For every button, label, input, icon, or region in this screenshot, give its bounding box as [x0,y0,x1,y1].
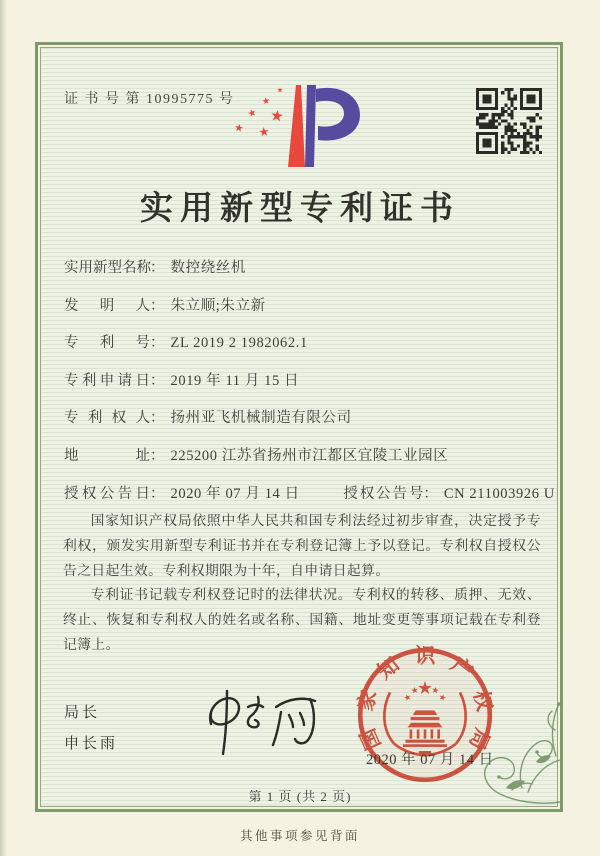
certificate-title: 实用新型专利证书 [140,191,460,227]
field-colon: ： [150,410,165,427]
field-row-filing-date [64,369,534,407]
seal-char: 知 [374,653,404,684]
seal-char: 权 [468,688,496,714]
qr-code [476,88,542,154]
seal-char: 识 [414,645,436,668]
field-value: 朱立顺;朱立新 [170,297,266,314]
seal-char: 家 [354,688,382,714]
field-colon: ： [150,485,165,502]
field-value: ZL 2019 2 1982062.1 [170,335,308,352]
field-label: 专利权人 [64,410,150,427]
legal-paragraph-1: 国家知识产权局依照中华人民共和国专利法经过初步审查，决定授予专利权，颁发实用新型专利证书并在专利登记簿上予以登记。专利权自授权公告之日起生效。专利权期限为十年，自申请日起算。 [63,513,541,578]
seal-char: 局 [464,725,493,753]
certificate-number: 证 书 号 第 10995775 号 [64,92,235,107]
field-colon: ： [150,260,165,276]
field-colon: ： [150,372,165,389]
field-value: 数控绕丝机 [170,260,246,276]
field-row-patent-no [64,331,534,369]
cnipa-logo-icon [230,80,370,176]
field-row-inventor [64,294,534,332]
field-row-address [64,444,534,482]
grant-date-pair [64,486,300,502]
field-label: 授权公告日 [64,485,150,502]
page-number: 第 1 页 (共 2 页) [248,789,352,804]
field-row-name [64,256,534,294]
legal-paragraph-2: 专利证书记载专利权登记时的法律状况。专利权的转移、质押、无效、终止、恢复和专利权人的姓名或名称、国籍、地址变更等事项记载在专利登记簿上。 [63,587,541,653]
field-colon: ： [150,335,165,352]
field-value: 扬州亚飞机械制造有限公司 [170,410,352,427]
field-label: 专利号 [64,335,150,352]
field-value: 2019 年 11 月 15 日 [170,372,300,389]
grant-number-pair [343,486,554,502]
back-side-note: 其他事项参见背面 [239,829,360,843]
officer-title: 局长 [64,704,101,721]
field-colon: ： [150,447,165,464]
field-value: CN 211003926 U [443,485,555,502]
officer-name: 申长雨 [64,735,119,752]
seal-char: 国 [357,725,386,753]
seal-date: 2020 年 07 月 14 日 [366,752,494,768]
field-colon: ： [150,297,165,314]
field-label: 地址 [64,447,150,464]
legal-text [63,509,541,658]
field-label: 授权公告号 [343,485,424,502]
field-row-grant [64,482,555,503]
field-label: 发明人 [64,297,150,314]
field-value: 2020 年 07 月 14 日 [170,485,300,502]
field-colon: ： [423,485,438,502]
field-row-patentee [64,406,534,444]
field-list [64,256,555,503]
signature-graphic [196,684,336,766]
field-label: 实用新型名称 [64,260,151,276]
field-label: 专利申请日 [64,372,150,389]
officer-block [64,697,118,759]
seal-char: 产 [446,653,476,684]
field-value: 225200 江苏省扬州市江都区宜陵工业园区 [170,447,449,464]
